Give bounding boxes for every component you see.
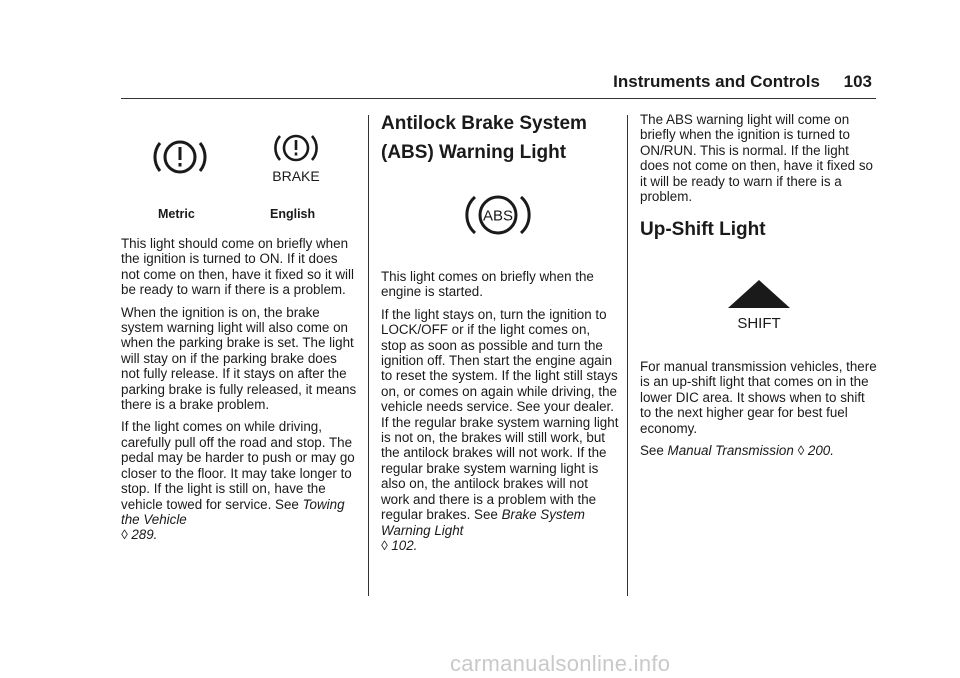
paragraph: For manual transmission vehicles, there is an up-shift light that comes on in the lower DIC area. It shows when to shift to the next higher gear for best fuel economy.: [640, 359, 877, 436]
column-3-heading: [640, 218, 878, 242]
page-ref-icon: ◊: [121, 527, 132, 543]
page-reference[interactable]: 289.: [131, 527, 158, 543]
column-3-body-2: [640, 359, 878, 465]
page-reference[interactable]: 200.: [807, 443, 834, 459]
column-3-body: [640, 112, 878, 211]
brake-warning-english-icon: [268, 130, 324, 191]
header-rule: [121, 98, 876, 99]
brake-warning-metric-icon: [152, 135, 208, 184]
paragraph: This light comes on briefly when the engine is started.: [381, 269, 594, 300]
up-shift-icon: [726, 280, 792, 335]
watermark: carmanualsonline.info: [450, 651, 671, 676]
section-heading: Antilock Brake System: [381, 113, 587, 134]
page-reference[interactable]: 102.: [391, 537, 418, 553]
paragraph: If the light stays on, turn the ignition to LOCK/OFF or if the light comes on, stop as soon as possible and turn the ignition off. Then start the engine again to reset the system. If the light still stays on, or comes on again while driving, the vehicle needs service. See your dealer. If the regular brake system warning light is not on, the brakes will still work, but the antilock brakes will not work. If the regular brake system warning light is also on, the antilock brakes will not work and there is a problem with the regular brakes. See Brake System Warning Light ◊ 102.: [381, 306, 619, 553]
abs-warning-icon: [465, 191, 531, 244]
shift-icon-label: SHIFT: [737, 315, 781, 330]
column-2-heading: [381, 112, 621, 165]
section-heading-cont: (ABS) Warning Light: [381, 142, 567, 163]
column-2-body: [381, 269, 619, 560]
section-heading: Up-Shift Light: [640, 219, 766, 240]
cross-reference-link[interactable]: Brake System Warning Light: [381, 507, 585, 538]
paragraph: The ABS warning light will come on briefly when the ignition is turned to ON/RUN. This is normal. If the light does not come on then, have it fixed so it will be ready to warn if there is a problem.: [640, 112, 873, 205]
column-divider-1: [368, 115, 369, 596]
caption-metric: Metric: [158, 207, 195, 221]
page-number: 103: [843, 72, 872, 91]
abs-icon-label: ABS: [482, 207, 514, 225]
section-title: Instruments and Controls: [613, 72, 820, 91]
brake-icon-label: BRAKE: [272, 168, 320, 184]
column-divider-2: [627, 115, 628, 596]
column-1-body: [121, 236, 359, 550]
cross-reference-link[interactable]: Towing the Vehicle: [121, 496, 345, 527]
paragraph: See Manual Transmission ◊ 200.: [640, 443, 834, 459]
paragraph: This light should come on briefly when the ignition is turned to ON. If it does not come on then, have it fixed so it will be ready to warn if there is a problem.: [121, 236, 354, 298]
page-ref-icon: ◊: [793, 443, 808, 459]
caption-english: English: [270, 207, 316, 221]
page-ref-icon: ◊: [381, 537, 392, 553]
paragraph: When the ignition is on, the brake system warning light will also come on when the parking brake is set. The light will stay on if the parking brake does not fully release. If it stays on after the parking brake is fully released, it means there is a brake problem.: [121, 304, 357, 413]
cross-reference-link[interactable]: Manual Transmission: [667, 443, 794, 459]
paragraph: If the light comes on while driving, carefully pull off the road and stop. The pedal may be harder to push or may go closer to the floor. It may take longer to stop. If the light is still on, have the vehicle towed for service. See Towing the Vehicle ◊ 289.: [121, 419, 355, 543]
